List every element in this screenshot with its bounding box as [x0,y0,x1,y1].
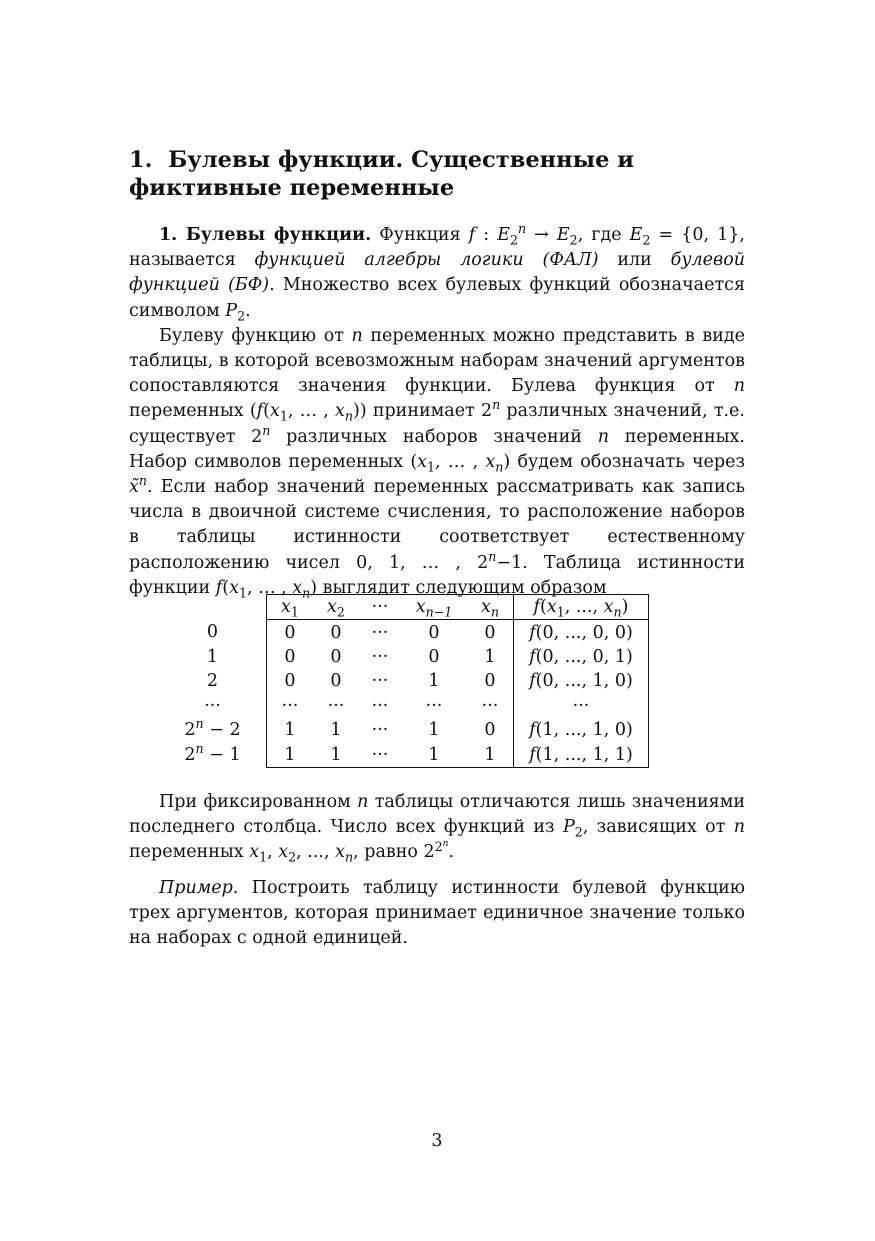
term-bf: булевой функцией (БФ) [129,250,745,296]
body-text [129,223,745,601]
table-header-row [159,595,649,620]
col-header-x1: $x_1$ [267,595,314,620]
table-row: ··· ··· ··· ··· ··· ··· ··· [159,694,649,718]
section-title-line2: фиктивные переменные [129,175,455,201]
example-label: Пример. [159,877,239,898]
col-header-xn: $x_n$ [467,595,514,620]
col-header-f: $f(x_1$, ..., $x_n$) [514,595,649,620]
table-row: 0 0 0 ··· 0 0 f(0, ..., 0, 0) [159,620,649,645]
paragraph-truth-table: Булеву функцию от n переменных можно представить в виде таблицы, в которой всевозможным наборам значений аргументов сопоставляются значения функции. Булева функция от n переменных ($f(x_1$, … , $x_n$)) принимает 2$^n$ различных значений, т.е. существует 2$^n$ различных наборов значений n переменных. Набор символов переменных ($x_1$, … , $x_n$) будем обозначать через x̃$^n$. Если набор значений переменных рассматривать как запись числа в двоичной системе счисления, то расположение наборов в таблицы истинности соответствует естественному расположению чисел 0, 1, … , $2^n-1$. Таблица истинности функции $f(x_1$, … , $x_n$) выглядит следующим образом [129,325,745,601]
col-header-x2: $x_2$ [313,595,359,620]
paragraph-count: При фиксированном n таблицы отличаются лишь значениями последнего столбца. Число всех функций из $P_2$, зависящих от n переменных $x_1$, $x_2$, ..., $x_n$, равно $2^{2^n}$. [129,792,745,865]
col-header-xn-1: $x_{n-1}$ [401,595,467,620]
table-row: $2^n - 1$ 1 1 ··· 1 1 f(1, ..., 1, 1) [159,742,649,767]
paragraph-example: Пример. Построить таблицу истинности булевой функцию трех аргументов, которая принимает единичное значение только на наборах с одной единицей. [129,877,745,949]
term-fal: функцией алгебры логики (ФАЛ) [254,250,599,271]
col-header-dots: ··· [359,595,401,620]
section-heading [129,146,745,202]
page-number: 3 [431,1131,443,1151]
table-row: 1 0 0 ··· 0 1 f(0, ..., 0, 1) [159,645,649,669]
section-number: 1. [129,147,153,173]
table-row: 2 0 0 ··· 1 0 f(0, ..., 1, 0) [159,669,649,693]
paragraph-definition: 1. Булевы функции. Функция f : $E_2^n \to E_2$, где $E_2 = \{0$, 1}, называется функцией алгебры логики (ФАЛ) или булевой функцией (БФ). Множество всех булевых функций обозначается символом $P_2$. [129,221,745,324]
table-row: $2^n - 2$ 1 1 ··· 1 0 f(1, ..., 1, 0) [159,718,649,742]
body-text-after-table [129,790,745,951]
paragraph-lead: 1. Булевы функции. [159,225,372,245]
truth-table [159,594,659,768]
section-title-line1: Булевы функции. Существенные и [168,147,634,173]
